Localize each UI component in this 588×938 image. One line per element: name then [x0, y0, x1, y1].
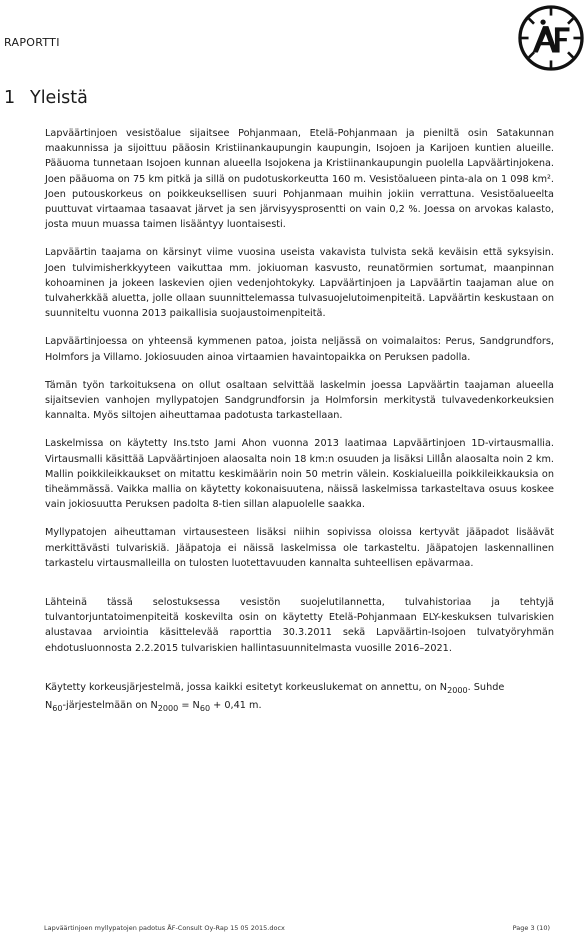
paragraph: Lapväärtinjoessa on yhteensä kymmenen patoa, joista neljässä on voimalaitos: Perus, Sandgrundfors, Holmfors ja Villamo. Jokiosuuden ainoa virtaamien havaintopaikka on Peruksen padolla. — [45, 336, 554, 363]
height-system-paragraph: Käytetty korkeusjärjestelmä, jossa kaikki esitetyt korkeuslukemat on annettu, on $N_{2000}$. Suhde $N_{60}$-järjestelmään on $N_{2000} = N_{60} + 0,41$ m. — [45, 681, 505, 713]
section-number: 1 — [4, 88, 16, 108]
footer-page-number: Page 3 (10) — [512, 924, 550, 932]
paragraph: Tämän työn tarkoituksena on ollut osaltaan selvittää laskelmin joessa Lapväärtin taajaman alueella sijaitsevien vanhojen myllypatojen Sandgrundforsin ja Holmforsin merkitystä tulvavedenkorkeuksien kannalta. Myös siltojen aiheuttamaa padotusta tarkastellaan. — [45, 379, 554, 422]
paragraph: Myllypatojen aiheuttaman virtausesteen lisäksi niihin sopivissa oloissa kertyvät jääpadot lisäävät merkittävästi tulvariskiä. Jääpatoja ei näissä laskelmissa ole tarkasteltu. Jääpatojen laskennallinen tarkastelu virtausmalleilla on tulosten luotettavuuden kannalta suhteellisen epävarmaa. — [45, 527, 554, 569]
footer-filename: Lapväärtinjoen myllypatojen padotus ÅF-Consult Oy-Rap 15 05 2015.docx — [44, 924, 285, 932]
paragraph: Lähteinä tässä selostuksessa vesistön suojelutilannetta, tulvahistoriaa ja tehtyjä tulvantorjuntatoimenpiteitä koskevilta osin on käytetty Etelä-Pohjanmaan ELY-keskuksen tulvariskien alustavaa arviointia käsittelevää raporttia 30.3.2011 sekä Lapväärtin-Isojoen tulvatyöryhmän ehdotusluonnosta 2.2.2015 tulvariskien hallintasuunnitelmasta vuosille 2016–2021. — [45, 597, 554, 654]
section-heading — [4, 88, 88, 108]
section-title: Yleistä — [30, 88, 88, 108]
paragraph: Lapväärtinjoen vesistöalue sijaitsee Pohjanmaan, Etelä-Pohjanmaan ja pieniltä osin Satakunnan maakunnissa ja sijoittuu pääosin Kristiinankaupungin kaupungin, Isojoen ja Karijoen kuntien alueille. Pääuoma tunnetaan Isojoen kunnan alueella Isojokena ja Kristiinankaupungin puolella Lapväärtinjokena. Joen pääuoma on 75 km pitkä ja sillä on pudotuskorkeutta 160 m. Vesistöalueen pinta-ala on 1 098 km². Joen putouskorkeus on poikkeuksellisen suuri Pohjanmaan muihin jokiin verrattuna. Vesistöalueelta puuttuvat virtaamaa tasaavat järvet ja sen järvisyysprosentti on vain 0,2 %. Joessa on arvokas kalasto, josta muun muassa taimen lisääntyy luontaisesti. — [45, 128, 554, 231]
body-text — [45, 126, 554, 729]
af-logo — [518, 5, 584, 71]
paragraph: Lapväärtin taajama on kärsinyt viime vuosina useista vakavista tulvista sekä keväisin että syksyisin. Joen tulvimisherkkyyteen vaikuttaa mm. jokiuoman kasvusto, reunatörmien sortumat, maanpinnan kohoaminen ja jokeen laskevien ojien vedenjohtokyky. Lapväärtinjoen ja Lapväärtin taajaman alue on tulvaherkkää aluetta, jolle ollaan suunnittelemassa tulvasuojelutoimenpiteitä. Lapväärtin keskustaan on suunniteltu vuonna 2013 paikallisia suojaustoimenpiteitä. — [45, 247, 554, 320]
report-type-label: RAPORTTI — [4, 36, 60, 49]
paragraph: Laskelmissa on käytetty Ins.tsto Jami Ahon vuonna 2013 laatimaa Lapväärtinjoen 1D-virtausmallia. Virtausmalli käsittää Lapväärtinjoen alaosalta noin 18 km:n osuuden ja lisäksi Lillån alaosalta noin 2 km. Mallin poikkileikkaukset on mitattu keskimäärin noin 50 metrin välein. Koskialueilla poikkileikkauksia on tiheämmässä. Vaikka mallia on käytetty kokonaisuutena, näissä laskelmissa tarkasteltava osuus koskee vain jokiosuutta Peruksen padolta 8-tien sillan alapuolelle saakka. — [45, 438, 554, 511]
